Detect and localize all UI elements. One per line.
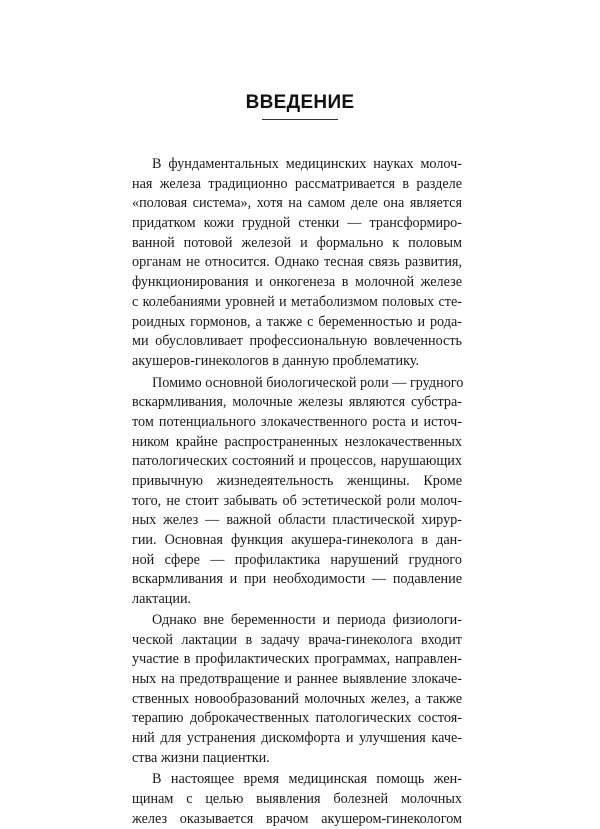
text-line: В фундаментальных медицинских науках молоч-: [152, 156, 462, 172]
paragraph: [132, 374, 462, 610]
paragraph: [132, 770, 462, 829]
text-line: ванной потовой железой и формально к половым: [132, 234, 462, 251]
text-line: лактации.: [132, 591, 192, 608]
text-line: участие в профилактических программах, направлен-: [132, 651, 462, 668]
text-line: ственных новообразований молочных желез, а также: [132, 690, 462, 707]
text-line: щинам с целью выявления болезней молочных: [132, 791, 462, 807]
text-line: вскармливания, молочные железы являются субстра-: [132, 394, 462, 411]
text-line: вскармливания и при необходимости — подавление: [132, 571, 462, 588]
text-line: ных на предотвращение и раннее выявление злокаче-: [132, 670, 462, 687]
paragraph: [132, 155, 462, 372]
body-text: [132, 155, 462, 829]
text-line: «половая система», хотя на самом деле она является: [132, 195, 462, 212]
text-line: ной сфере — профилактика нарушений грудного: [132, 551, 462, 568]
text-line: Помимо основной биологической роли — грудного: [152, 374, 464, 391]
text-line: ных желез — важной области пластической хирур-: [132, 512, 462, 529]
text-line: гии. Основная функция акушера-гинеколога в дан-: [132, 532, 462, 549]
text-line: того, не стоит забывать об эстетической роли молоч-: [132, 492, 462, 509]
text-line: ства жизни пациентки.: [132, 749, 270, 766]
text-line: органам не относится. Однако тесная связь развития,: [132, 254, 462, 271]
text-line: с колебаниями уровней и метаболизмом половых сте-: [132, 293, 462, 310]
text-line: акушеров-гинекологов в данную проблематику.: [132, 352, 419, 369]
text-line: привычную жизнедеятельность женщины. Кроме: [132, 473, 462, 489]
text-line: ческой лактации в задачу врача-гинеколога входит: [132, 631, 462, 648]
text-line: терапию доброкачественных патологических состоя-: [132, 710, 462, 727]
text-line: Однако вне беременности и периода физиологи-: [152, 611, 462, 628]
text-line: ная железа традиционно рассматривается в разделе: [132, 175, 462, 192]
text-line: В настоящее время медицинская помощь жен-: [152, 771, 462, 788]
text-line: роидных гормонов, а также с беременностью и рода-: [132, 313, 462, 330]
chapter-heading: ВВЕДЕНИЕ: [245, 92, 355, 113]
text-line: функционирования и онкогенеза в молочной железе: [132, 274, 462, 291]
text-line: ний для устранения дискомфорта и улучшения каче-: [132, 729, 462, 746]
text-line: ми обусловливает профессиональную вовлеченность: [132, 333, 462, 350]
heading-underline: [262, 119, 338, 120]
paragraph: [132, 611, 462, 769]
text-line: ником крайне распространенных незлокачественных: [132, 433, 462, 450]
text-line: том потенциального злокачественного роста и источ-: [132, 413, 462, 430]
text-line: желез оказывается врачом акушером-гинекологом: [132, 810, 462, 827]
text-line: придатком кожи грудной стенки — трансформиро-: [132, 215, 462, 232]
text-line: патологических состояний и процессов, нарушающих: [132, 453, 462, 470]
